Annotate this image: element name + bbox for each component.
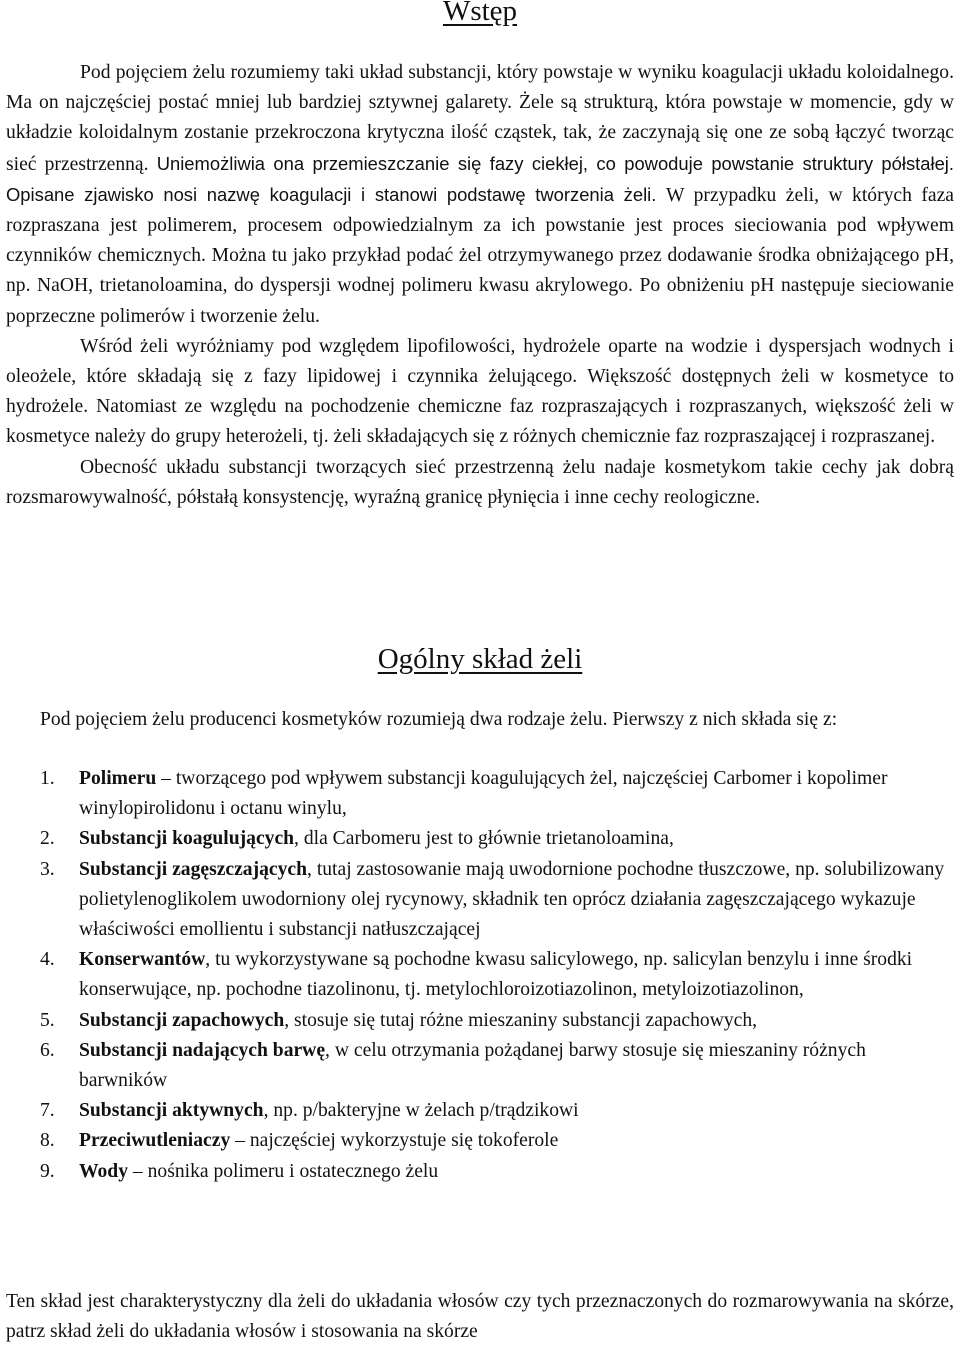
list-item-term: Substancji koagulujących — [79, 828, 295, 850]
intro-segment-2: Uniemożliwia ona przemieszczanie się fazy ciekłej, co powoduje powstanie struktury półstałej. Opisane zjawisko nosi nazwę koagulacji i stanowi podstawę tworzenia żeli. — [6, 152, 954, 205]
list-item-text — [79, 828, 674, 849]
list-item — [0, 1126, 954, 1156]
paragraph-introduction — [6, 58, 954, 332]
list-item-description: – najczęściej wykorzystuje się tokoferole — [230, 1130, 559, 1152]
list-item-description: , stosuje się tutaj różne mieszaniny substancji zapachowych, — [284, 1009, 758, 1031]
list-item-term: Przeciwutleniaczy — [79, 1130, 231, 1152]
list-item-term: Substancji nadających barwę — [79, 1039, 326, 1061]
section-title-wstep: Wstęp — [442, 0, 518, 27]
list-item-description: , dla Carbomeru jest to głównie trietanoloamina, — [294, 828, 674, 850]
paragraph-properties: Obecność układu substancji tworzących sieć przestrzenną żelu nadaje kosmetykom takie cechy jak dobrą rozsmarowywalność, półstałą konsystencję, wyraźną granicę płynięcia i inne cechy reologiczne. — [6, 456, 954, 508]
list-item-description: , w celu otrzymania pożądanej barwy stosuje się mieszaniny różnych barwników — [79, 1039, 866, 1092]
list-item — [0, 1157, 954, 1187]
list-item-term: Konserwantów — [79, 949, 206, 971]
list-item-text — [79, 1010, 757, 1031]
list-item — [0, 945, 954, 1005]
list-item-text — [79, 768, 888, 819]
list-item-description: , tutaj zastosowanie mają uwodornione pochodne tłuszczowe, np. solubilizowany polietylenoglikolem uwodorniony olej rycynowy, składnik ten oprócz działania zagęszczającego wykazuje właściwości emollientu i substancji natłuszczającej — [79, 858, 945, 941]
list-item-text — [79, 1040, 866, 1091]
list-item-number: 6. — [40, 1039, 55, 1061]
list-item-description: – tworzącego pod wpływem substancji koagulujących żel, najczęściej Carbomer i kopolimer winylopirolidonu i octanu winylu, — [79, 768, 888, 820]
intro-segment-3: W przypadku żeli, w których faza rozpraszana jest polimerem, procesem odpowiedzialnym za ich powstanie jest proces sieciowania pod wpływem czynników chemicznych. Można tu jako przykład podać żel otrzymywanego przez dodawanie środka obniżającego pH, np. NaOH, trietanoloamina, do dyspersji wodnej polimeru kwasu akrylowego. Po obniżeniu pH następuje sieciowanie poprzeczne polimerów i tworzenie żelu. — [6, 184, 954, 327]
intro-text-block — [6, 58, 954, 513]
list-item-description: – nośnika polimeru i ostatecznego żelu — [128, 1160, 439, 1182]
list-item-text — [79, 949, 912, 1000]
list-item-number: 4. — [40, 949, 55, 971]
list-item-term: Substancji zapachowych — [79, 1009, 285, 1031]
list-item-number: 5. — [40, 1009, 55, 1031]
list-item — [0, 824, 954, 854]
list-item-text — [79, 1130, 558, 1151]
list-item-number: 7. — [40, 1100, 55, 1122]
list-item-term: Substancji aktywnych — [79, 1100, 264, 1122]
closing-paragraph: Ten skład jest charakterystyczny dla żeli do układania włosów czy tych przeznaczonych do rozmarowywania na skórze, patrz skład żeli do układania włosów i stosowania na skórze — [6, 1291, 954, 1343]
list-item-text — [79, 1161, 438, 1182]
list-item — [0, 1096, 954, 1126]
list-item-description: , np. p/bakteryjne w żelach p/trądzikowi — [263, 1100, 579, 1122]
list-item — [0, 1036, 954, 1096]
list-item-text — [79, 859, 944, 940]
list-item-number: 3. — [40, 858, 55, 880]
list-item-number: 8. — [40, 1130, 55, 1152]
composition-intro: Pod pojęciem żelu producenci kosmetyków rozumieją dwa rodzaje żelu. Pierwszy z nich składa się z: — [40, 709, 838, 730]
list-item-term: Wody — [79, 1160, 129, 1182]
list-item-number: 9. — [40, 1160, 55, 1182]
list-item-term: Substancji zagęszczających — [79, 858, 308, 880]
ingredients-list — [0, 764, 954, 1187]
list-item-number: 2. — [40, 828, 55, 850]
list-item — [0, 855, 954, 946]
list-item-description: , tu wykorzystywane są pochodne kwasu salicylowego, np. salicylan benzylu i inne środki konserwujące, np. pochodne tiazolinonu, tj. metylochloroizotiazolinon, metyloizotiazolinon, — [79, 949, 913, 1001]
section-title-sklad: Ogólny skład żeli — [377, 643, 583, 675]
list-item-text — [79, 1100, 579, 1121]
list-item-number: 1. — [40, 768, 55, 789]
list-item — [0, 764, 954, 824]
list-item-term: Polimeru — [79, 768, 157, 789]
paragraph-lipophilicity: Wśród żeli wyróżniamy pod względem lipofilowości, hydrożele oparte na wodzie i dyspersjach wodnych i oleożele, które składają się z fazy lipidowej i czynnika żelującego. Większość dostępnych żeli w kosmetyce to hydrożele. Natomiast ze względu na pochodzenie chemiczne faz rozpraszających i rozpraszanych, większość żeli w kosmetyce należy do grupy heterożeli, tj. żeli składających się z różnych chemicznie faz rozpraszającej i rozpraszanej. — [6, 335, 954, 448]
list-item — [0, 1006, 954, 1036]
intro-segment-1: Pod pojęciem żelu rozumiemy taki układ substancji, który powstaje w wyniku koagulacji układu koloidalnego. Ma on najczęściej postać mniej lub bardziej sztywnej galarety. Żele są strukturą, która powstaje w momencie, gdy w układzie koloidalnym zostanie przekroczona krytyczna ilość cząstek, tak, że zaczynają się one ze sobą łączyć tworząc sieć przestrzenną. — [6, 62, 954, 175]
